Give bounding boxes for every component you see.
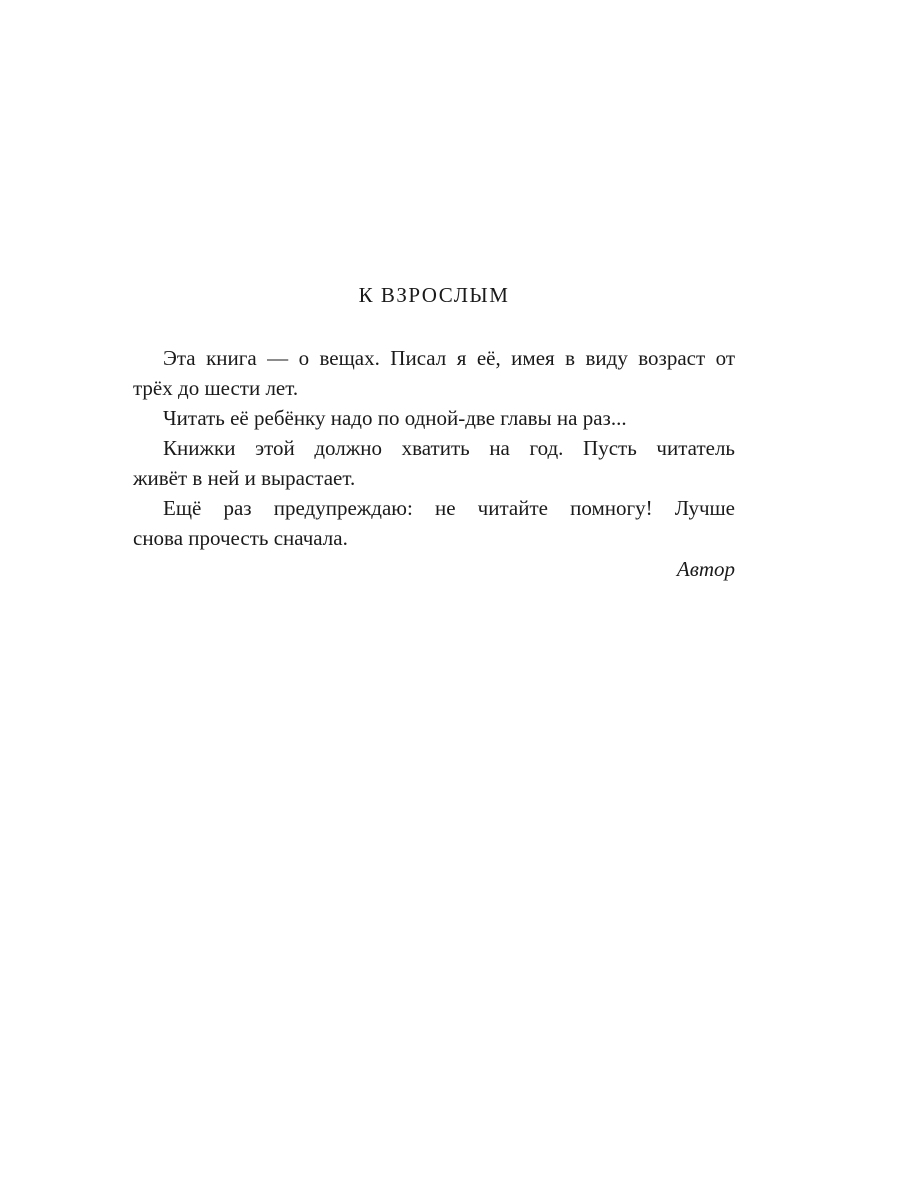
text-line: Ещё раз предупреждаю: не читайте помногу! Лучше (163, 496, 735, 520)
text-line: снова прочесть сначала. (133, 526, 348, 550)
paragraph-1 (133, 343, 735, 403)
paragraph-2 (133, 403, 735, 433)
text-line: живёт в ней и вырастает. (133, 466, 356, 490)
page-title: К ВЗРОСЛЫМ (358, 283, 510, 307)
text-line: Книжки этой должно хватить на год. Пусть читатель (163, 436, 735, 460)
text-body (133, 343, 735, 585)
text-line: трёх до шести лет. (133, 376, 299, 400)
signature: Автор (676, 557, 735, 581)
text-line: Эта книга — о вещах. Писал я её, имея в виду возраст от (163, 346, 735, 370)
text-line: Читать её ребёнку надо по одной-две главы на раз... (163, 406, 627, 430)
paragraph-4 (133, 493, 735, 553)
paragraph-3 (133, 433, 735, 493)
